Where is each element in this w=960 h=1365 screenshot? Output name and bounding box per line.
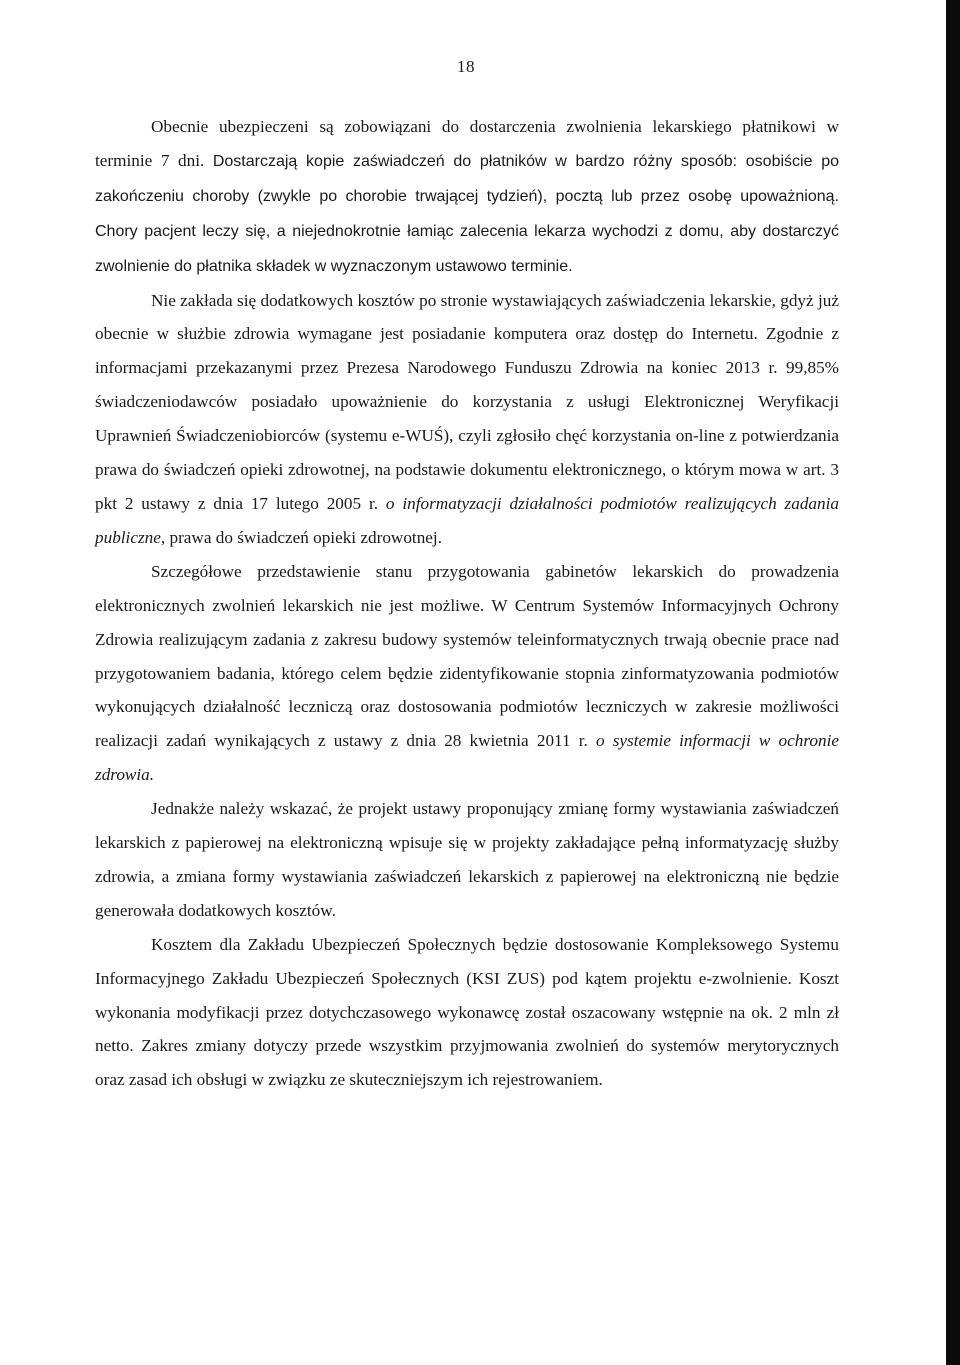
- paragraph-1-serif-text: Obecnie ubezpieczeni są zobowiązani do dostarczenia zwolnienia lekarskiego płatnikowi w terminie 7 dni.: [95, 117, 839, 170]
- paragraph-4: Jednakże należy wskazać, że projekt ustawy proponujący zmianę formy wystawiania zaświadczeń lekarskich z papierowej na elektroniczną wpisuje się w projekty zakładające pełną informatyzację służby zdrowia, a zmiana formy wystawiania zaświadczeń lekarskich z papierowej na elektroniczną nie będzie generowała dodatkowych kosztów.: [95, 799, 839, 920]
- paragraph-2-text: Nie zakłada się dodatkowych kosztów po stronie wystawiających zaświadczenia lekarskie, gdyż już obecnie w służbie zdrowia wymagane jest posiadanie komputera oraz dostęp do Internetu. Zgodnie z informacjami przekazanymi przez Prezesa Narodowego Funduszu Zdrowia na koniec 2013 r. 99,85% świadczeniodawców posiadało upoważnienie do korzystania z usługi Elektronicznej Weryfikacji Uprawnień Świadczeniobiorców (systemu e-WUŚ), czyli zgłosiło chęć korzystania on-line z potwierdzania prawa do świadczeń opieki zdrowotnej, na podstawie dokumentu elektronicznego, o którym mowa w art. 3 pkt 2 ustawy z dnia 17 lutego 2005 r.: [95, 290, 839, 513]
- page-number: 18: [457, 57, 475, 76]
- paragraph-2: [95, 284, 839, 555]
- paragraph-3-act-title: o systemie informacji w ochronie zdrowia.: [95, 731, 839, 785]
- paragraph-2-text-end: , prawa do świadczeń opieki zdrowotnej.: [160, 527, 442, 547]
- document-body: [95, 110, 839, 1097]
- paragraph-3: [95, 555, 839, 792]
- paragraph-1: [95, 110, 839, 284]
- paragraph-3-text: Szczegółowe przedstawienie stanu przygotowania gabinetów lekarskich do prowadzenia elektronicznych zwolnień lekarskich nie jest możliwe. W Centrum Systemów Informacyjnych Ochrony Zdrowia realizującym zadania z zakresu budowy systemów teleinformatycznych trwają obecnie prace nad przygotowaniem badania, którego celem będzie zidentyfikowanie stopnia zinformatyzowania podmiotów wykonujących działalność leczniczą oraz dostosowania podmiotów leczniczych w zakresie możliwości realizacji zadań wynikających z ustawy z dnia 28 kwietnia 2011 r.: [95, 561, 839, 751]
- paragraph-2-act-title: o informatyzacji działalności podmiotów realizujących zadania publiczne: [95, 493, 839, 547]
- scan-edge-bar: [946, 0, 960, 1365]
- paragraph-5: Kosztem dla Zakładu Ubezpieczeń Społecznych będzie dostosowanie Kompleksowego Systemu Informacyjnego Zakładu Ubezpieczeń Społecznych (KSI ZUS) pod kątem projektu e-zwolnienie. Koszt wykonania modyfikacji przez dotychczasowego wykonawcę został oszacowany wstępnie na ok. 2 mln zł netto. Zakres zmiany dotyczy przede wszystkim przyjmowania zwolnień do systemów merytorycznych oraz zasad ich obsługi w związku ze skuteczniejszym ich rejestrowaniem.: [95, 934, 839, 1090]
- paragraph-1-sans-text: Dostarczają kopie zaświadczeń do płatników w bardzo różny sposób: osobiście po zakończeniu choroby (zwykle po chorobie trwającej tydzień), pocztą lub przez osobę upoważnioną. Chory pacjent leczy się, a niejednokrotnie łamiąc zalecenia lekarza wychodzi z domu, aby dostarczyć zwolnienie do płatnika składek w wyznaczonym ustawowo terminie.: [95, 152, 840, 275]
